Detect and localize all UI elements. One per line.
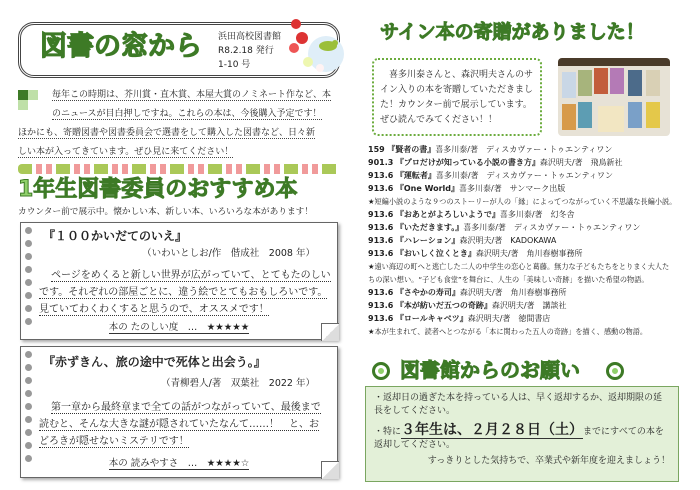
book-list-item [368,169,698,182]
recommend-caption: カウンター前で展示中。懐かしい本、新しい本、いろいろな本があります！ [18,207,314,217]
school-library: 浜田高校図書館 [218,32,282,42]
request-line-1: ・返却日の過ぎた本を持っている人は、早く返却するか、返却期限の延長をしてください。 [374,393,663,416]
book-title: 『さやかの寿司』 [395,288,460,297]
book-card [20,222,338,340]
book-rating: 本の たのしい度 … ★★★★★ [108,322,250,333]
binder-holes [25,351,33,468]
request-deadline: ３年生は、２月２８日（土） [401,422,584,438]
book-list-item [368,234,698,247]
book-author-publisher: 森沢明夫/著 角川春樹事務所 [459,288,567,297]
recommend-heading: 1年生図書委員のおすすめ本 [18,177,298,202]
book-author-publisher: 喜多川泰/著 ディスカヴァー・トゥエンティワン [435,145,613,154]
call-number: 913.6 [368,184,394,193]
call-number: 913.6 [368,236,394,245]
book-author: （いわいとしお/作 偕成社 2008 年） [142,248,315,259]
book-title: 『おあとがよろしいようで』 [395,210,500,219]
request-heading: 図書館からのお願い [400,358,580,382]
book-list-item [368,299,698,312]
call-number: 913.6 [368,314,394,323]
book-title: 『プロだけが知っている小説の書き方』 [395,158,540,167]
book-list-item [368,156,698,169]
book-review [39,399,339,450]
binder-holes [25,227,33,331]
bird-plum-divider [18,164,340,174]
book-title: 『おいしく泣くとき』 [395,249,476,258]
book-title: 『いただきます。』 [395,223,464,232]
circle-icon [606,362,624,380]
call-number: 913.6 [368,288,394,297]
request-closing: すっきりとした気持ちで、卒業式や新年度を迎えましょう！ [427,456,670,466]
intro-text [18,86,346,162]
book-list-item [368,312,698,325]
intro-line: 毎年この時期は、芥川賞・直木賞、本屋大賞のノミネート作など、本 [52,90,332,100]
book-list-item [368,182,698,195]
review-line: 読むと、そんな大きな謎が隠されていたなんて……！ と、お [39,419,319,430]
book-note: ★短編小説のような９つのストーリーが人の「縁」によってつながっていく不思議な長編小説。 [368,197,677,206]
book-author-publisher: 喜多川泰/著 サンマーク出版 [459,184,566,193]
page-curl [321,461,339,479]
book-note: ★遠い海辺の町へと逃亡した二人の中学生の恋心と葛藤。無力な子どもたちをとりまく大人た [368,262,670,271]
book-author-publisher: 森沢明夫/著 講談社 [491,301,567,310]
review-line: どろきが隠せないミステリです！ [39,436,189,447]
book-title: 『赤ずきん、旅の途中で死体と出会う。』 [43,355,266,369]
call-number: 159 [368,145,385,154]
book-title: 『ロールキャベツ』 [395,314,468,323]
book-list-item [368,143,698,156]
book-author-publisher: 森沢明夫/著 KADOKAWA [459,236,557,245]
book-review [39,267,339,318]
book-list-item [368,286,698,299]
book-rating: 本の 読みやすさ … ★★★★☆ [108,458,250,469]
request-line-2-prefix: ・特に [374,427,402,437]
call-number: 913.6 [368,249,394,258]
review-line: 第一章から最終章まで全ての話がつながっていて、最後まで [51,402,321,413]
circle-icon [372,362,390,380]
review-line: ページをめくると新しい世界が広がっていて、とてもたのしい [51,270,331,281]
book-title: 『１００かいだてのいえ』 [43,229,188,243]
request-box [365,386,679,482]
book-title: 『運転者』 [395,171,436,180]
book-list-item [368,247,698,260]
intro-line: のニュースが目白押しですね。これらの本は、今後購入予定です！ [52,109,322,119]
call-number: 901.3 [368,158,394,167]
book-note: ★本が生まれて、読者へとつながる「本に関わった五人の奇跡」を描く、感動の物語。 [368,327,648,336]
book-title: 『本が紡いだ五つの奇跡』 [395,301,492,310]
book-author-publisher: 喜多川泰/著 ディスカヴァー・トゥエンティワン [463,223,641,232]
plum-bird-illustration [282,14,344,76]
signed-books-list [368,143,698,338]
request-line-2-suffix: までにすべての本を返却してください。 [374,427,664,450]
book-author-publisher: 喜多川泰/著 幻冬舎 [499,210,575,219]
book-title: 『One World』 [395,184,460,193]
masthead-meta [218,30,281,72]
signed-books-heading: サイン本の寄贈がありました！ [380,21,645,43]
newsletter-title: 図書の窓から [40,31,202,62]
book-card [20,346,338,478]
decor-square [18,100,28,110]
book-list-item [368,208,698,221]
call-number: 913.6 [368,171,394,180]
intro-line: しい本が入ってきています。ぜひ見に来てください！ [18,147,234,157]
page-curl [321,323,339,341]
call-number: 913.6 [368,301,394,310]
book-author-publisher: 喜多川泰/著 ディスカヴァー・トゥエンティワン [435,171,613,180]
call-number: 913.6 [368,210,394,219]
book-title: 『賢者の書』 [387,145,436,154]
book-title: 『ハレーション』 [395,236,460,245]
book-author: （青柳碧人/著 双葉社 2022 年） [161,378,315,389]
book-author-publisher: 森沢明夫/著 角川春樹事務所 [475,249,583,258]
book-list-item [368,221,698,234]
book-author-publisher: 森沢明夫/著 徳間書店 [467,314,551,323]
review-line: 見ていてわくわくすると思うので、オススメです！ [39,304,269,315]
review-line: です。それぞれの部屋ごとに、違う絵でとてもおもしろいです。 [39,287,328,298]
signed-books-message: 喜多川泰さんと、森沢明夫さんのサイン入りの本を寄贈していただきました！カウンター前で展示しています。ぜひ読んでみてください！！ [372,58,542,136]
issue-date: R8.2.18 発行 [218,46,274,56]
intro-line: ほかにも、寄贈図書や図書委員会で選書をして購入した図書など、日々新 [18,128,316,138]
issue-number: 1-10 号 [218,60,251,70]
call-number: 913.6 [368,223,394,232]
decor-square [18,90,28,100]
signed-books-photo [558,58,670,136]
book-note: ちの深い想い。“子ども食堂”を舞台に、人生の「美味しい奇跡」を描いた希望の物語。 [368,275,649,284]
book-author-publisher: 森沢明夫/著 飛鳥新社 [539,158,623,167]
